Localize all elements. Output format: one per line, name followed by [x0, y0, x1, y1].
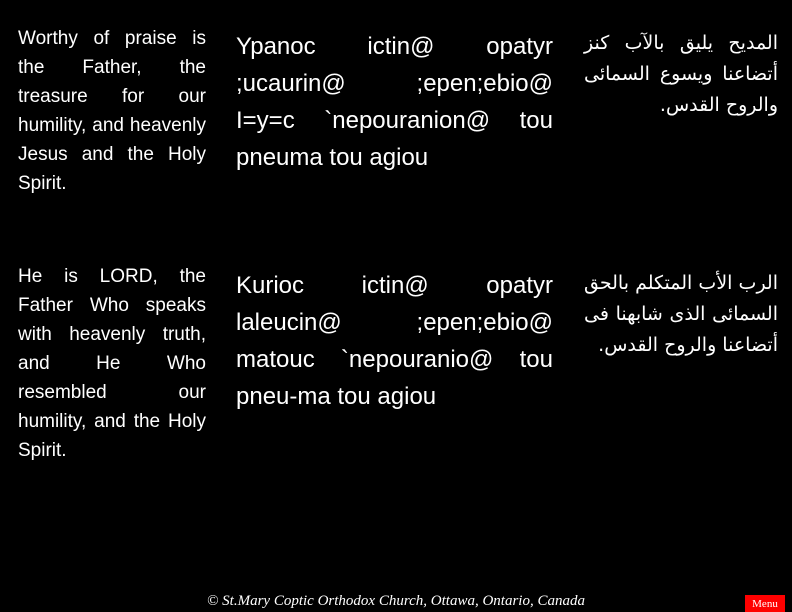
- arabic-text: الرب الأب المتكلم بالحق السمائى الذى شابهنا فى أتضاعنا والروح القدس.: [584, 272, 778, 356]
- menu-button[interactable]: Menu: [745, 595, 785, 612]
- coptic-text: Ypanoc ictin@ opatyr ;ucaurin@ ;epen;ebio@ I=y=c `nepouranion@ tou pneuma tou agiou: [236, 33, 553, 171]
- coptic-text: Kurioc ictin@ opatyr laleucin@ ;epen;ebio@ matouc `nepouranio@ tou pneu-ma tou agiou: [236, 272, 553, 410]
- copyright-footer: [0, 591, 792, 611]
- english-text: Worthy of praise is the Father, the treasure for our humility, and heavenly Jesus and the Holy Spirit.: [18, 28, 206, 194]
- english-text: He is LORD, the Father Who speaks with heavenly truth, and He Who resembled our humility, and the Holy Spirit.: [18, 266, 206, 461]
- arabic-text: المديح يليق بالآب كنز أتضاعنا ويسوع السمائى والروح القدس.: [584, 32, 778, 116]
- copyright-text: © St.Mary Coptic Orthodox Church, Ottawa, Ontario, Canada: [207, 593, 585, 609]
